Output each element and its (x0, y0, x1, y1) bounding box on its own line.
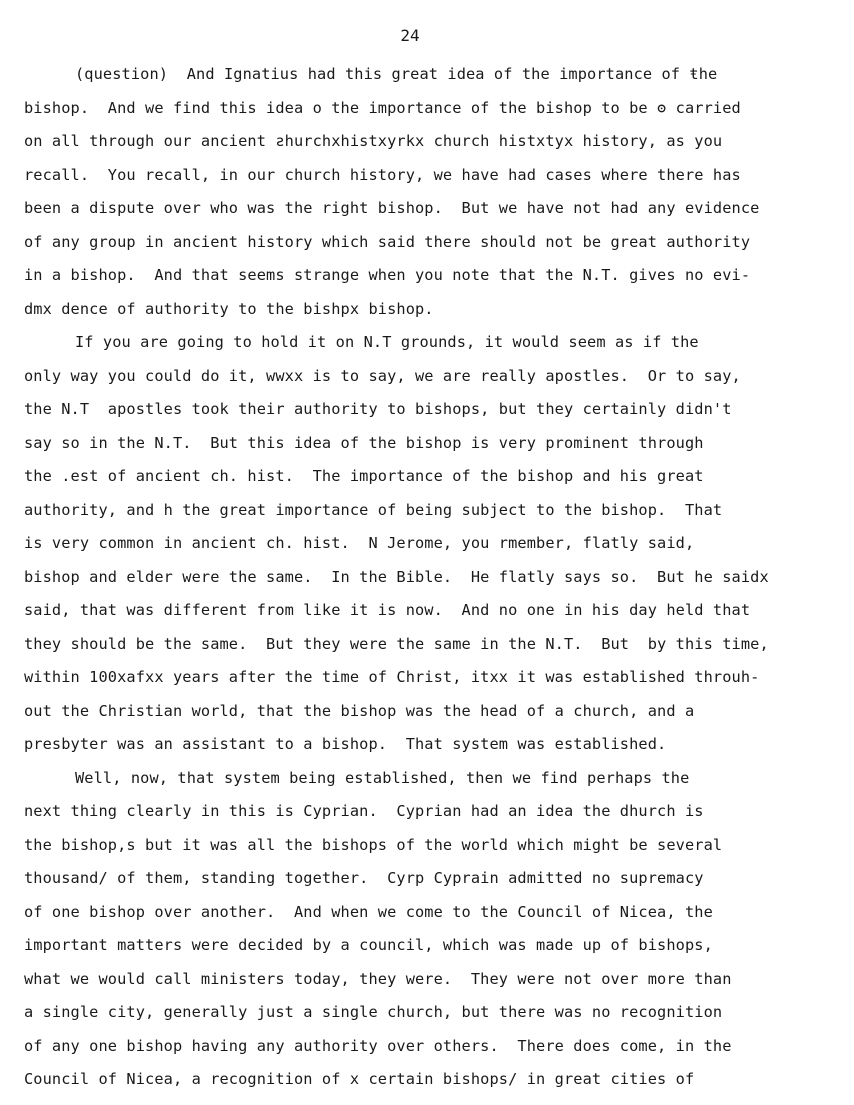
text-line: next thing clearly in this is Cyprian. Cyprian had an idea the dhurch is (24, 802, 704, 820)
text-line: thousand/ of them, standing together. Cyrp Cyprain admitted no supremacy (24, 869, 704, 887)
text-line: the .est of ancient ch. hist. The importance of the bishop and his great (24, 467, 704, 485)
text-line: bishop. And we find this idea o the importance of the bishop to be ʘ carried (24, 98, 741, 117)
text-line: been a dispute over who was the right bishop. But we have not had any evidence (24, 199, 760, 217)
text-line: the bishop,s but it was all the bishops of the world which might be several (24, 835, 723, 854)
text-line: out the Christian world, that the bishop was the head of a church, and a (24, 701, 695, 720)
text-line: of any one bishop having any authority over others. There does come, in the (24, 1036, 732, 1055)
text-line: the N.T apostles took their authority to bishops, but they certainly didn't (24, 400, 732, 418)
text-line: is very common in ancient ch. hist. N Jerome, you rmember, flatly said, (24, 534, 695, 552)
text-line: Council of Nicea, a recognition of x certain bishops/ in great cities of (24, 1070, 695, 1088)
text-line: important matters were decided by a council, which was made up of bishops, (24, 936, 713, 954)
text-line: they should be the same. But they were the same in the N.T. But by this time, (24, 634, 769, 653)
body-text (24, 58, 844, 1097)
text-line: a single city, generally just a single church, but there was no recognition (24, 1003, 723, 1021)
text-line: of any group in ancient history which said there should not be great authority (24, 232, 751, 251)
text-line: said, that was different from like it is now. And no one in his day held that (24, 601, 751, 619)
text-line: recall. You recall, in our church history, we have had cases where there has (24, 165, 741, 184)
text-line: only way you could do it, wwxx is to say, we are really apostles. Or to say, (24, 366, 741, 385)
text-line: in a bishop. And that seems strange when you note that the N.T. gives no evi- (24, 266, 751, 284)
text-line: on all through our ancient ƨhurchxhistxyrkx church histxtyx history, as you (24, 132, 723, 150)
text-line: authority, and h the great importance of being subject to the bishop. That (24, 500, 723, 519)
page-number: 24 (400, 26, 420, 45)
text-line: presbyter was an assistant to a bishop. That system was established. (24, 735, 667, 753)
text-line: dmx dence of authority to the bishpx bishop. (24, 299, 434, 318)
text-line: what we would call ministers today, they were. They were not over more than (24, 969, 732, 988)
text-line: Well, now, that system being established, then we find perhaps the (75, 768, 690, 787)
text-line: of one bishop over another. And when we come to the Council of Nicea, the (24, 902, 713, 921)
text-line: (question) And Ignatius had this great idea of the importance of ŧhe (75, 65, 718, 83)
text-line: say so in the N.T. But this idea of the bishop is very prominent through (24, 433, 704, 452)
text-line: within 100xafxx years after the time of Christ, itxx it was established throuh- (24, 668, 760, 686)
text-line: bishop and elder were the same. In the Bible. He flatly says so. But he saidx (24, 567, 769, 586)
text-line: If you are going to hold it on N.T grounds, it would seem as if the (75, 333, 699, 351)
